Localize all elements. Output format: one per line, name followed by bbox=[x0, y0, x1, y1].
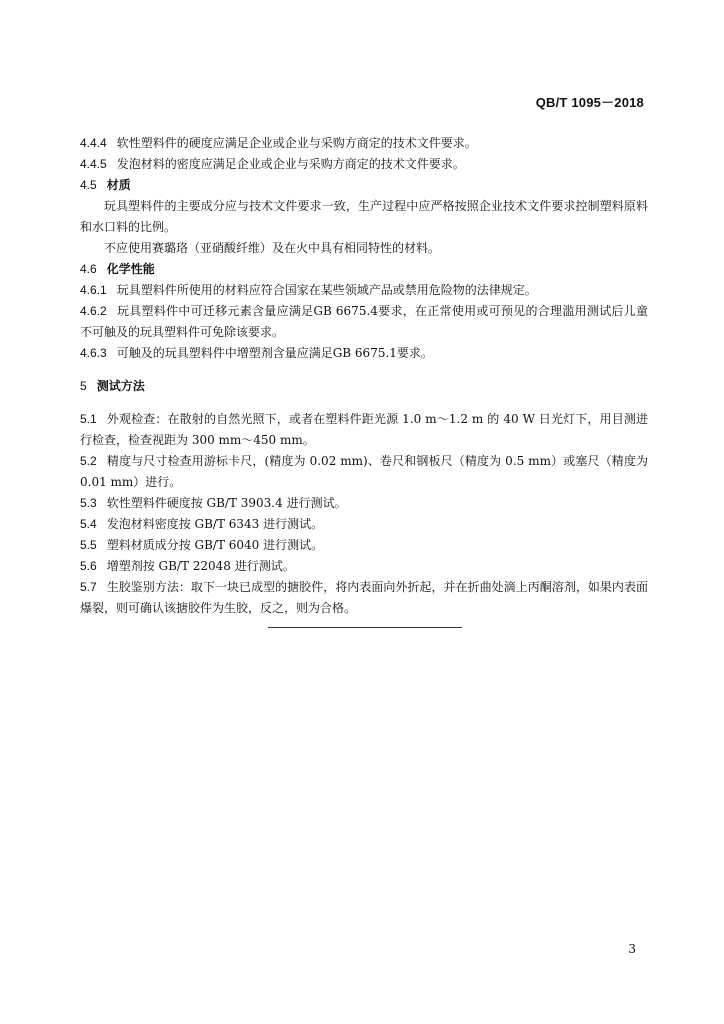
clause-text: 玩具塑料件中可迁移元素含量应满足GB 6675.4要求，在正常使用或可预见的合理滥用测试后儿童不可触及的玩具塑料件可免除该要求。 bbox=[80, 304, 648, 339]
clause-5-1 bbox=[80, 409, 648, 451]
clause-number: 5.4 bbox=[80, 517, 97, 531]
clause-4-4-5 bbox=[80, 154, 648, 175]
document-body bbox=[80, 133, 648, 619]
page-number: 3 bbox=[628, 942, 636, 956]
clause-text: 塑料材质成分按 GB/T 6040 进行测试。 bbox=[106, 538, 324, 552]
clause-number: 4.4.4 bbox=[80, 136, 107, 150]
clause-5-3 bbox=[80, 493, 648, 514]
section-4-5-paragraph-1: 玩具塑料件的主要成分应与技术文件要求一致，生产过程中应严格按照企业技术文件要求控制塑料原料和水口料的比例。 bbox=[80, 199, 648, 234]
clause-number: 5.5 bbox=[80, 538, 97, 552]
clause-text: 可触及的玩具塑料件中增塑剂含量应满足GB 6675.1要求。 bbox=[116, 346, 433, 360]
clause-5-7 bbox=[80, 577, 648, 619]
clause-text: 生胶鉴别方法：取下一块已成型的搪胶件，将内表面向外折起，并在折曲处滴上丙酮溶剂，如果内表面爆裂，则可确认该搪胶件为生胶，反之，则为合格。 bbox=[80, 580, 648, 615]
clause-number: 4.6.3 bbox=[80, 346, 107, 360]
section-number: 4.5 bbox=[80, 178, 97, 192]
standard-code: QB/T 1095－2018 bbox=[535, 95, 644, 110]
clause-number: 4.6.1 bbox=[80, 283, 107, 297]
clause-number: 5.6 bbox=[80, 559, 97, 573]
clause-4-4-4 bbox=[80, 133, 648, 154]
section-title: 化学性能 bbox=[106, 262, 155, 276]
end-of-document-rule bbox=[268, 627, 462, 628]
clause-4-6-1 bbox=[80, 280, 648, 301]
clause-number: 5.7 bbox=[80, 580, 97, 594]
clause-text: 软性塑料件的硬度应满足企业或企业与采购方商定的技术文件要求。 bbox=[116, 136, 477, 150]
clause-number: 5.1 bbox=[80, 412, 97, 426]
clause-text: 玩具塑料件所使用的材料应符合国家在某些领域产品或禁用危险物的法律规定。 bbox=[116, 283, 537, 297]
clause-text: 发泡材料的密度应满足企业或企业与采购方商定的技术文件要求。 bbox=[116, 157, 465, 171]
clause-5-6 bbox=[80, 556, 648, 577]
clause-5-2 bbox=[80, 451, 648, 493]
clause-number: 4.6.2 bbox=[80, 304, 107, 318]
clause-text: 增塑剂按 GB/T 22048 进行测试。 bbox=[106, 559, 295, 573]
clause-number: 5.3 bbox=[80, 496, 97, 510]
section-title: 材质 bbox=[106, 178, 131, 192]
section-4-6-heading bbox=[80, 259, 648, 280]
clause-text: 精度与尺寸检查用游标卡尺，(精度为 0.02 mm)、卷尺和钢板尺（精度为 0.5 mm）或塞尺（精度为 0.01 mm）进行。 bbox=[80, 454, 648, 489]
clause-4-6-2 bbox=[80, 301, 648, 343]
clause-5-4 bbox=[80, 514, 648, 535]
section-number: 4.6 bbox=[80, 262, 97, 276]
section-4-5-heading bbox=[80, 175, 648, 196]
clause-4-6-3 bbox=[80, 343, 648, 364]
clause-5-5 bbox=[80, 535, 648, 556]
clause-number: 5.2 bbox=[80, 454, 97, 468]
section-spacer bbox=[80, 397, 648, 409]
section-4-5-paragraph-2: 不应使用赛璐珞（亚硝酸纤维）及在火中具有相同特性的材料。 bbox=[104, 241, 441, 255]
clause-text: 外观检查：在散射的自然光照下，或者在塑料件距光源 1.0 m～1.2 m 的 40 W 日光灯下，用目测进行检查，检查视距为 300 mm～450 mm。 bbox=[80, 412, 648, 447]
section-5-heading bbox=[80, 376, 648, 397]
section-number: 5 bbox=[80, 379, 87, 393]
clause-text: 软性塑料件硬度按 GB/T 3903.4 进行测试。 bbox=[106, 496, 347, 510]
section-spacer bbox=[80, 364, 648, 376]
section-title: 测试方法 bbox=[96, 379, 145, 393]
clause-text: 发泡材料密度按 GB/T 6343 进行测试。 bbox=[106, 517, 324, 531]
clause-number: 4.4.5 bbox=[80, 157, 107, 171]
